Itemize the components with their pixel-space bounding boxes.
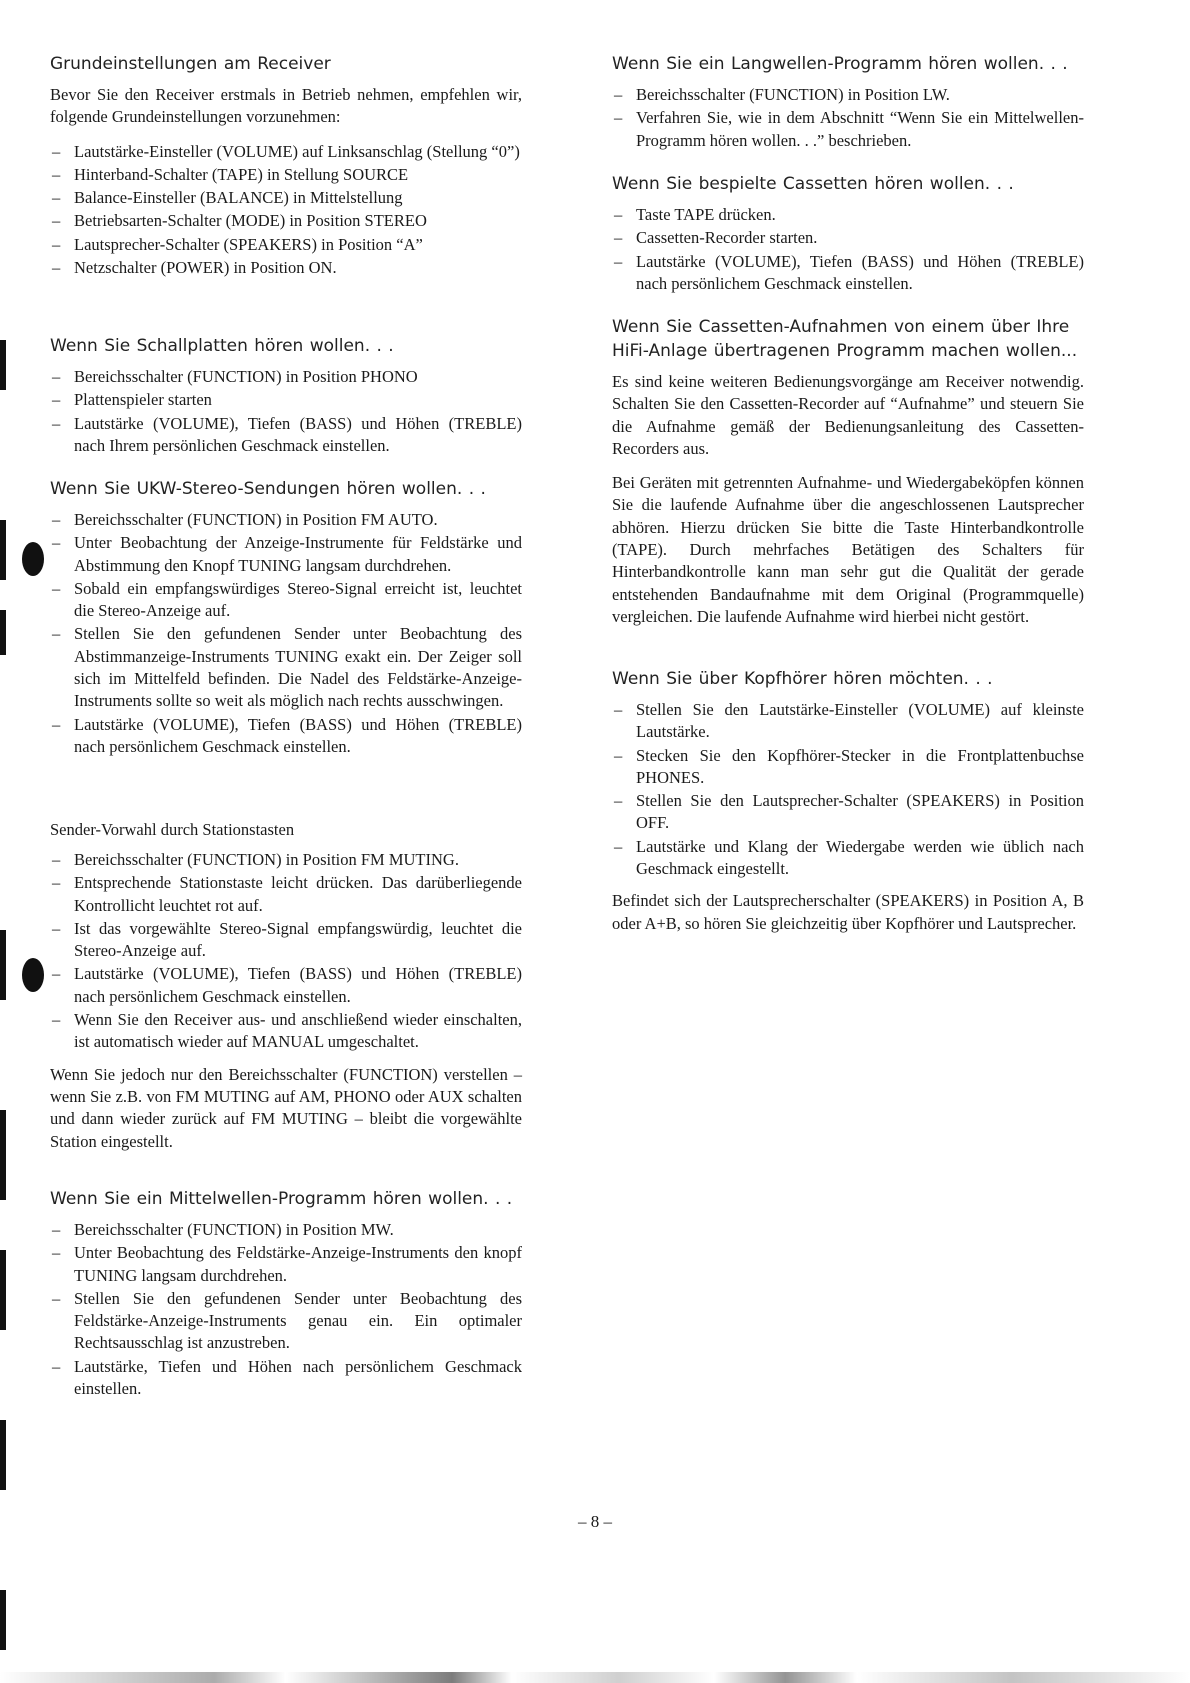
list-item-text: Lautsprecher-Schalter (SPEAKERS) in Position “A” [74,234,423,254]
list-item [50,366,522,388]
list-item [612,790,1084,835]
list-item-text: Lautstärke-Einsteller (VOLUME) auf Linksanschlag (Stellung “0”) [74,141,520,161]
list-item [50,532,522,577]
list-item-text: Bereichsschalter (FUNCTION) in Position MW. [74,1220,394,1239]
section [50,52,522,289]
list-dash: – [52,918,61,938]
list-dash: – [52,1288,61,1308]
list-item-text: Wenn Sie den Receiver aus- und anschließend wieder einschalten, ist automatisch wieder auf MANUAL umgeschaltet. [74,1010,522,1052]
list-item-text: Lautstärke (VOLUME), Tiefen (BASS) und Höhen (TREBLE) nach persönlichem Geschmack einstellen. [636,251,1084,293]
list-item [50,963,522,1008]
list-item-text: Cassetten-Recorder starten. [636,228,818,248]
list-item [612,251,1084,296]
section [50,334,522,467]
scan-edge-mark [0,1250,6,1330]
list-dash: – [52,390,61,410]
list-item [50,389,522,411]
list-dash: – [614,700,623,719]
list-dash: – [614,791,623,811]
list-item [50,1009,522,1054]
instruction-list [50,509,522,758]
list-item [50,872,522,917]
list-item [612,227,1084,249]
list-dash: – [52,164,61,184]
list-item [50,1356,522,1401]
list-item [50,257,522,279]
instruction-list [50,1219,522,1400]
list-item-text: Unter Beobachtung der Anzeige-Instrumente für Feldstärke und Abstimmung den Knopf TUNING langsam durchdrehen. [74,533,522,575]
scan-edge-mark [0,610,6,655]
instruction-list [50,141,522,280]
instruction-list [612,204,1084,295]
scan-edge-mark [0,520,6,580]
list-item-text: Ist das vorgewählte Stereo-Signal empfangswürdig, leuchtet die Stereo-Anzeige auf. [74,918,522,961]
list-dash: – [52,1010,61,1030]
list-item-text: Stecken Sie den Kopfhörer-Stecker in die Frontplattenbuchse PHONES. [636,745,1084,787]
instruction-list [612,84,1084,152]
list-dash: – [52,578,61,598]
paragraph: Bei Geräten mit getrennten Aufnahme- und Wiedergabeköpfen können Sie die laufende Aufnahme über die angeschlossenen Lautsprecher abhören. Hierzu drücken Sie bitte die Taste Hinterbandkontrolle (TAPE). Durch mehrfaches Betätigen des Schalters für Hinterbandkontrolle kann man sehr gut die Qualität der gerade entstehenden Bandaufnahme mit dem Original (Programmquelle) vergleichen. Die laufende Aufnahme wird hierbei nicht gestört. [612,473,1084,626]
list-dash: – [614,836,623,856]
section-heading: Wenn Sie ein Langwellen-Programm hören wollen. . . [612,54,1068,74]
list-item [50,413,522,458]
list-item-text: Unter Beobachtung des Feldstärke-Anzeige-Instruments den knopf TUNING langsam durchdrehen. [74,1243,522,1285]
section [50,1187,522,1410]
instruction-list [612,699,1084,880]
page-number: – 8 – [578,1512,612,1531]
section-heading: Wenn Sie bespielte Cassetten hören wollen. . . [612,174,1014,194]
list-dash: – [52,533,61,553]
section [50,477,522,768]
paragraph: Wenn Sie jedoch nur den Bereichsschalter (FUNCTION) verstellen – wenn Sie z.B. von FM MUTING auf AM, PHONO oder AUX schalten und dann wieder zurück auf FM MUTING – bleibt die vorgewählte Station eingestellt. [50,1064,522,1151]
scan-edge-mark [0,1590,6,1650]
scan-edge-mark [0,1420,6,1490]
list-item-text: Taste TAPE drücken. [636,205,776,224]
scan-edge-mark [0,1110,6,1200]
list-dash: – [52,367,61,386]
list-item-text: Verfahren Sie, wie in dem Abschnitt “Wenn Sie ein Mittelwellen-Programm hören wollen. . .” beschrieben. [636,108,1084,150]
list-dash: – [52,714,61,734]
list-item [50,578,522,623]
section [612,667,1084,947]
list-dash: – [52,964,61,984]
list-item [612,107,1084,152]
list-item-text: Stellen Sie den gefundenen Sender unter Beobachtung des Feldstärke-Anzeige-Instruments genau ein. Ein optimaler Rechtsausschlag ist anzustreben. [74,1288,522,1353]
list-item-text: Sobald ein empfangswürdiges Stereo-Signal erreicht ist, leuchtet die Stereo-Anzeige auf. [74,578,522,621]
list-item-text: Bereichsschalter (FUNCTION) in Position LW. [636,85,950,104]
list-item [612,745,1084,790]
list-item [612,699,1084,744]
list-dash: – [52,234,61,254]
list-item [50,141,522,163]
list-item-text: Balance-Einsteller (BALANCE) in Mittelstellung [74,188,403,208]
list-item-text: Lautstärke und Klang der Wiedergabe werden wie üblich nach Geschmack eingestellt. [636,836,1084,879]
list-dash: – [52,1243,61,1263]
list-dash: – [52,211,61,231]
list-item [50,1242,522,1287]
list-dash: – [52,188,61,208]
scan-edge-mark [0,340,6,390]
section [612,172,1084,305]
list-item [50,234,522,256]
instruction-list [50,366,522,457]
list-item-text: Stellen Sie den Lautsprecher-Schalter (SPEAKERS) in Position OFF. [636,791,1084,833]
list-dash: – [614,108,623,128]
section-heading: Wenn Sie über Kopfhörer hören möchten. . . [612,669,993,689]
section-heading: Wenn Sie Cassetten-Aufnahmen von einem über Ihre HiFi-Anlage übertragenen Programm machen wollen... [612,317,1078,361]
list-item [50,623,522,712]
list-item-text: Netzschalter (POWER) in Position ON. [74,258,337,278]
list-item [50,187,522,209]
list-item [50,1288,522,1355]
section-heading: Wenn Sie Schallplatten hören wollen. . . [50,336,394,356]
list-item-text: Betriebsarten-Schalter (MODE) in Position STEREO [74,211,427,231]
list-item-text: Lautstärke, Tiefen und Höhen nach persönlichem Geschmack einstellen. [74,1356,522,1399]
list-item [50,210,522,232]
section [612,315,1084,640]
list-item-text: Stellen Sie den gefundenen Sender unter Beobachtung des Abstimmanzeige-Instruments TUNING exakt ein. Der Zeiger soll sich im Mittelfeld befinden. Die Nadel des Feldstärke-Anzeige-Instruments sollte so weit als möglich nach rechts ausschwingen. [74,624,522,711]
list-item-text: Lautstärke (VOLUME), Tiefen (BASS) und Höhen (TREBLE) nach persönlichem Geschmack einstellen. [74,714,522,756]
list-item-text: Lautstärke (VOLUME), Tiefen (BASS) und Höhen (TREBLE) nach Ihrem persönlichen Geschmack einstellen. [74,413,522,455]
list-item [612,204,1084,226]
list-dash: – [52,510,61,529]
scan-bottom-edge [0,1672,1190,1683]
section [50,819,522,1165]
section-subheading: Sender-Vorwahl durch Stationstasten [50,820,295,839]
list-item-text: Hinterband-Schalter (TAPE) in Stellung SOURCE [74,164,409,184]
list-dash: – [614,745,623,765]
punch-hole-mark [22,958,44,992]
paragraph: Es sind keine weiteren Bedienungsvorgänge am Receiver notwendig. Schalten Sie den Cassetten-Recorder auf “Aufnahme” und steuern Sie die Aufnahme gemäß der Bedienungsanleitung des Cassetten-Recorders aus. [612,372,1084,458]
scan-edge-mark [0,930,6,1000]
list-dash: – [614,85,623,104]
list-item-text: Plattenspieler starten [74,390,212,410]
list-item-text: Bereichsschalter (FUNCTION) in Position FM MUTING. [74,850,459,869]
list-dash: – [614,205,623,224]
list-dash: – [52,873,61,893]
list-item [612,836,1084,881]
punch-hole-mark [22,542,44,576]
list-dash: – [52,141,61,161]
list-item-text: Bereichsschalter (FUNCTION) in Position PHONO [74,367,418,386]
list-item [50,1219,522,1241]
list-item-text: Entsprechende Stationstaste leicht drücken. Das darüberliegende Kontrollicht leuchtet rot auf. [74,873,522,915]
list-item [50,849,522,871]
list-item [50,918,522,963]
section-heading: Grundeinstellungen am Receiver [50,54,331,74]
list-dash: – [52,624,61,644]
list-dash: – [52,1220,61,1239]
list-dash: – [52,1356,61,1376]
list-item [50,714,522,759]
section-heading: Wenn Sie UKW-Stereo-Sendungen hören wollen. . . [50,479,486,499]
paragraph: Bevor Sie den Receiver erstmals in Betrieb nehmen, empfehlen wir, folgende Grundeinstellungen vorzunehmen: [50,85,522,127]
list-dash: – [52,258,61,278]
instruction-list [50,849,522,1054]
list-item [612,84,1084,106]
list-dash: – [614,251,623,271]
list-item [50,509,522,531]
list-item-text: Bereichsschalter (FUNCTION) in Position FM AUTO. [74,510,438,529]
list-item-text: Stellen Sie den Lautstärke-Einsteller (VOLUME) auf kleinste Lautstärke. [636,700,1084,742]
list-dash: – [52,850,61,869]
list-dash: – [614,228,623,248]
paragraph: Befindet sich der Lautsprecherschalter (SPEAKERS) in Position A, B oder A+B, so hören Sie gleichzeitig über Kopfhörer und Lautsprecher. [612,891,1084,933]
section-heading: Wenn Sie ein Mittelwellen-Programm hören wollen. . . [50,1189,513,1209]
list-item-text: Lautstärke (VOLUME), Tiefen (BASS) und Höhen (TREBLE) nach persönlichem Geschmack einstellen. [74,964,522,1006]
list-dash: – [52,413,61,433]
section [612,52,1084,162]
list-item [50,164,522,186]
